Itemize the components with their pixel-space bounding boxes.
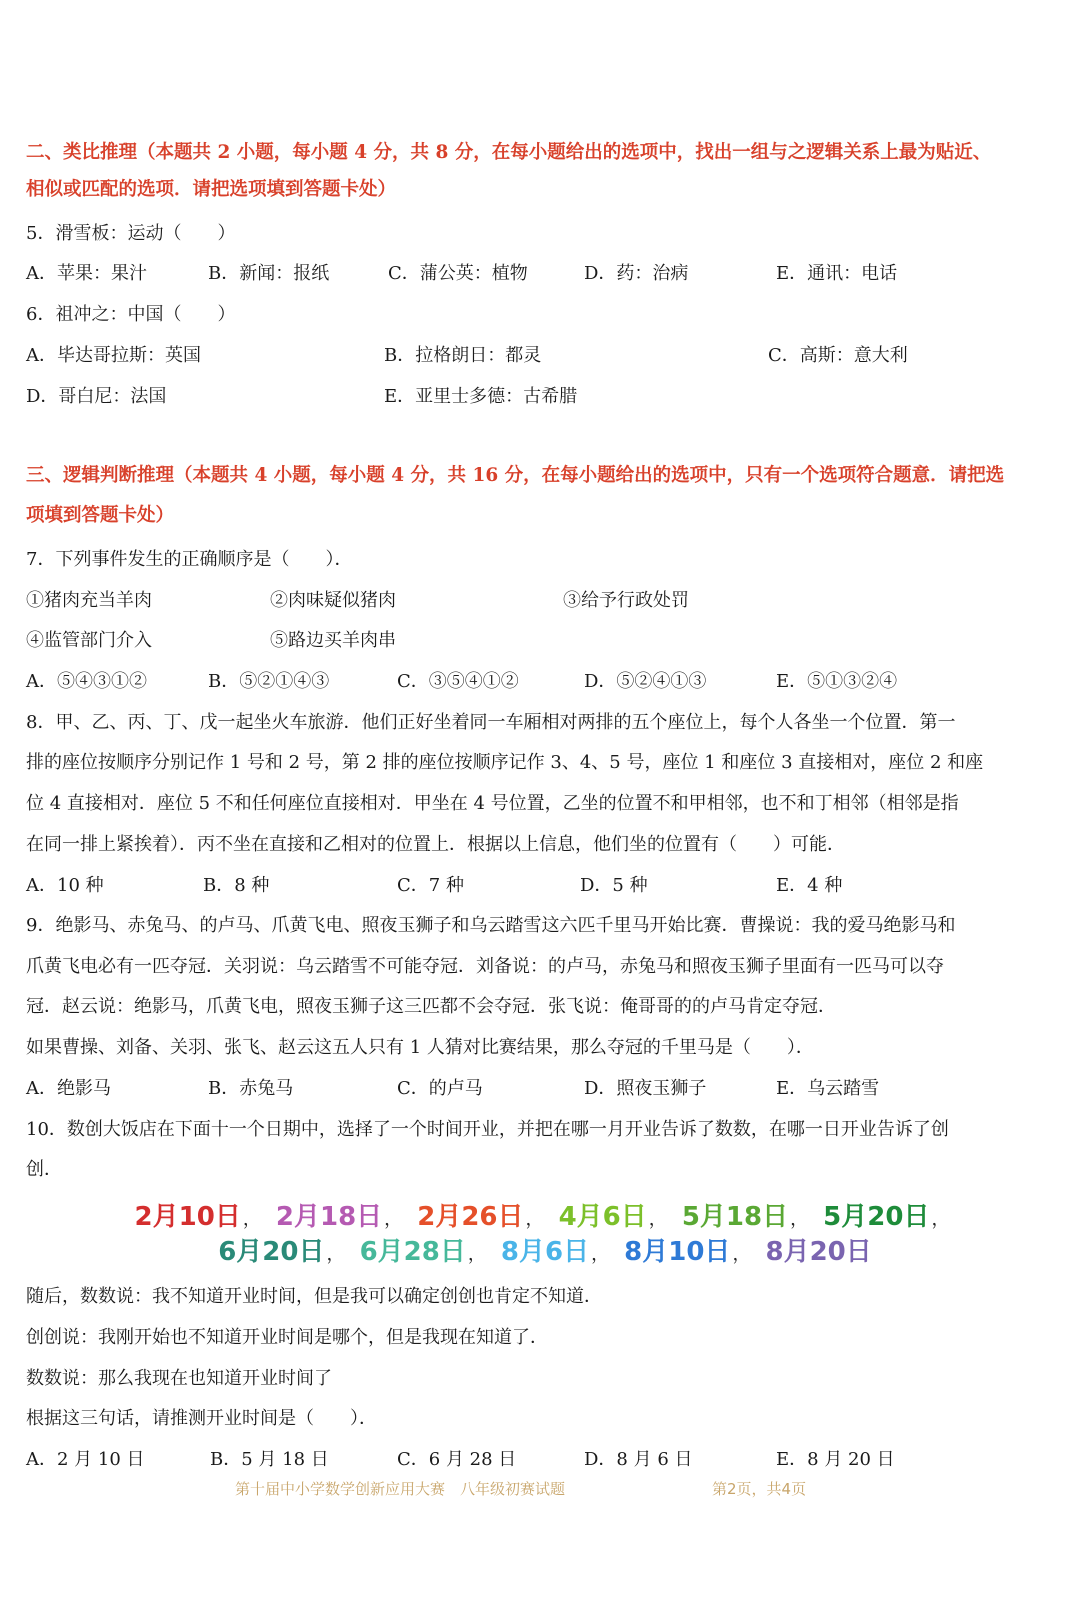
q7-event-4: ④监管部门介入 xyxy=(26,630,152,651)
q9-line-4: 如果曹操、刘备、关羽、张飞、赵云这五人只有 1 人猜对比赛结果，那么夺冠的千里马是（ ）． xyxy=(26,1037,814,1058)
date-option: 8月6日 xyxy=(500,1237,590,1267)
q5-stem: 5．滑雪板：运动（ ） xyxy=(26,223,236,244)
q10-dialogue-2: 创创说：我刚开始也不知道开业时间是哪个，但是我现在知道了． xyxy=(26,1327,548,1348)
date-option: 8月20日 xyxy=(765,1237,872,1267)
q9-line-3: 冠．赵云说：绝影马，爪黄飞电，照夜玉狮子这三匹都不会夺冠．张飞说：俺哥哥的的卢马肯定夺冠． xyxy=(26,996,836,1017)
q9-line-1: 9．绝影马、赤兔马、的卢马、爪黄飞电、照夜玉狮子和乌云踏雪这六匹千里马开始比赛．曹操说：我的爱马绝影马和 xyxy=(26,915,956,936)
date-option: 2月10日 xyxy=(134,1202,241,1232)
date-option: 6月20日 xyxy=(218,1237,325,1267)
q7-event-5: ⑤路边买羊肉串 xyxy=(270,630,396,651)
q6-option-e: E．亚里士多德：古希腊 xyxy=(384,386,578,407)
q8-option-d: D．5 种 xyxy=(580,875,648,896)
section-2-heading-cont: 相似或匹配的选项．请把选项填到答题卡处） xyxy=(26,179,397,200)
q9-line-2: 爪黄飞电必有一匹夺冠．关羽说：乌云踏雪不可能夺冠．刘备说：的卢马，赤兔马和照夜玉狮子里面有一匹马可以夺 xyxy=(26,956,944,977)
q10-option-e: E．8 月 20 日 xyxy=(776,1449,895,1470)
footer-title: 第十届中小学数学创新应用大赛 八年级初赛试题 xyxy=(235,1480,566,1498)
q8-option-e: E．4 种 xyxy=(776,875,843,896)
date-row-2: 6月20日 ， 6月28日 ， 8月6日 ， 8月10日 ， 8月20日 xyxy=(218,1237,872,1267)
section-2-heading: 二、类比推理（本题共 2 小题，每小题 4 分，共 8 分，在每小题给出的选项中，找出一组与之逻辑关系上最为贴近、 xyxy=(26,142,992,163)
q9-option-c: C．的卢马 xyxy=(397,1078,483,1099)
q6-option-a: A．毕达哥拉斯：英国 xyxy=(26,345,201,366)
q10-dialogue-3: 数数说：那么我现在也知道开业时间了 xyxy=(26,1368,332,1389)
q8-option-a: A．10 种 xyxy=(26,875,104,896)
q10-line-1: 10．数创大饭店在下面十一个日期中，选择了一个时间开业，并把在哪一月开业告诉了数数，在哪一日开业告诉了创 xyxy=(26,1119,949,1140)
q10-question: 根据这三句话，请推测开业时间是（ ）． xyxy=(26,1408,377,1429)
q8-line-1: 8．甲、乙、丙、丁、戊一起坐火车旅游．他们正好坐着同一车厢相对两排的五个座位上，每个人各坐一个位置．第一 xyxy=(26,712,956,733)
q9-option-e: E．乌云踏雪 xyxy=(776,1078,880,1099)
q10-option-a: A．2 月 10 日 xyxy=(26,1449,145,1470)
q10-option-c: C．6 月 28 日 xyxy=(397,1449,517,1470)
q8-option-c: C．7 种 xyxy=(397,875,464,896)
q7-stem: 7．下列事件发生的正确顺序是（ ）． xyxy=(26,549,353,570)
date-option: 2月26日 xyxy=(417,1202,524,1232)
section-3-heading-cont: 项填到答题卡处） xyxy=(26,505,175,526)
q10-dialogue-1: 随后，数数说：我不知道开业时间，但是我可以确定创创也肯定不知道． xyxy=(26,1286,602,1307)
date-option: 2月18日 xyxy=(275,1202,383,1232)
footer-page-number: 第2页，共4页 xyxy=(712,1480,807,1498)
q5-option-b: B．新闻：报纸 xyxy=(208,263,330,284)
q7-option-c: C．③⑤④①② xyxy=(397,671,519,692)
q7-event-1: ①猪肉充当羊肉 xyxy=(26,590,152,611)
date-option: 8月10日 xyxy=(624,1237,731,1267)
q10-option-d: D．8 月 6 日 xyxy=(584,1449,693,1470)
q5-option-d: D．药：治病 xyxy=(584,263,689,284)
q9-option-d: D．照夜玉狮子 xyxy=(584,1078,707,1099)
q7-option-d: D．⑤②④①③ xyxy=(584,671,707,692)
q6-option-c: C．高斯：意大利 xyxy=(768,345,908,366)
q10-option-b: B．5 月 18 日 xyxy=(210,1449,329,1470)
q8-line-3: 位 4 直接相对．座位 5 不和任何座位直接相对．甲坐在 4 号位置，乙坐的位置不和甲相邻，也不和丁相邻（相邻是指 xyxy=(26,793,959,814)
q8-line-2: 排的座位按顺序分别记作 1 号和 2 号，第 2 排的座位按顺序记作 3、4、5 号，座位 1 和座位 3 直接相对，座位 2 和座 xyxy=(26,752,984,773)
q7-event-3: ③给予行政处罚 xyxy=(563,590,689,611)
q8-line-4: 在同一排上紧挨着）．丙不坐在直接和乙相对的位置上．根据以上信息，他们坐的位置有（ ）可能． xyxy=(26,834,845,855)
q7-option-a: A．⑤④③①② xyxy=(26,671,147,692)
date-option: 5月20日 xyxy=(823,1202,930,1232)
date-option: 4月6日 xyxy=(558,1202,647,1232)
q6-option-b: B．拉格朗日：都灵 xyxy=(384,345,542,366)
q8-option-b: B．8 种 xyxy=(203,875,270,896)
date-option: 5月18日 xyxy=(681,1202,789,1232)
q5-option-c: C．蒲公英：植物 xyxy=(388,263,528,284)
q10-line-2: 创． xyxy=(26,1159,62,1180)
date-row-1: 2月10日 ， 2月18日 ， 2月26日 ， 4月6日 ， 5月18日 ， 5月20日 ， xyxy=(134,1202,950,1232)
date-option: 6月28日 xyxy=(359,1237,466,1267)
q5-option-a: A．苹果：果汁 xyxy=(26,263,147,284)
q7-option-e: E．⑤①③②④ xyxy=(776,671,898,692)
q9-option-a: A．绝影马 xyxy=(26,1078,111,1099)
section-3-heading: 三、逻辑判断推理（本题共 4 小题，每小题 4 分，共 16 分，在每小题给出的选项中，只有一个选项符合题意．请把选 xyxy=(26,465,1005,486)
q7-event-2: ②肉味疑似猪肉 xyxy=(270,590,396,611)
q6-stem: 6．祖冲之：中国（ ） xyxy=(26,304,236,325)
q9-option-b: B．赤兔马 xyxy=(208,1078,294,1099)
q6-option-d: D．哥白尼：法国 xyxy=(26,386,167,407)
q7-option-b: B．⑤②①④③ xyxy=(208,671,330,692)
q5-option-e: E．通讯：电话 xyxy=(776,263,898,284)
